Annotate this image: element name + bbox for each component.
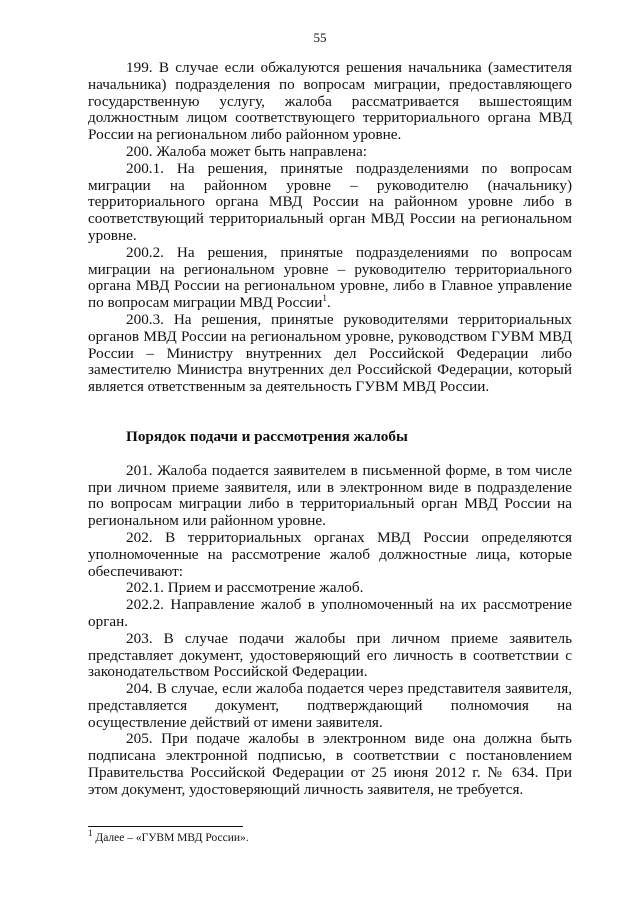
paragraph-203: 203. В случае подачи жалобы при личном приеме заявитель представляет документ, удостоверяющий его личность в соответствии с законодательством Российской Федерации. bbox=[88, 629, 572, 681]
paragraph-205: 205. При подаче жалобы в электронном виде она должна быть подписана электронной подписью, в соответствии с постановлением Правительства Российской Федерации от 25 июня 2012 г. № 634. При этом документ, удостоверяющий личность заявителя, не требуется. bbox=[88, 730, 572, 798]
paragraph-200: 200. Жалоба может быть направлена: bbox=[126, 142, 368, 160]
document-body bbox=[88, 60, 572, 799]
paragraph-200-2-end: . bbox=[326, 294, 331, 312]
paragraph-204: 204. В случае, если жалоба подается через представителя заявителя, представляется документ, подтверждающий полномочия на осуществление действий от имени заявителя. bbox=[88, 680, 572, 731]
footnote-text: Далее – «ГУВМ МВД России». bbox=[95, 832, 249, 844]
paragraph-200-1: 200.1. На решения, принятые подразделениями по вопросам миграции на районном уровне – руководителю (начальнику) территориального органа МВД России на районном уровне либо в соответствующий территориальный орган МВД России на региональном уровне. bbox=[88, 159, 572, 244]
footnote-reference: 1 bbox=[322, 293, 327, 304]
paragraph-202-2: 202.2. Направление жалоб в уполномоченный на их рассмотрение орган. bbox=[88, 596, 572, 630]
paragraph-201: 201. Жалоба подается заявителем в письменной форме, в том числе при личном приеме заявителя, или в электронном виде в подразделение по вопросам миграции либо в территориальный орган МВД России на региональном или районном уровне. bbox=[88, 461, 572, 530]
section-heading: Порядок подачи и рассмотрения жалобы bbox=[126, 427, 408, 445]
paragraph-202: 202. В территориальных органах МВД России определяются уполномоченные на рассмотрение жалоб должностные лица, которые обеспечивают: bbox=[88, 528, 572, 580]
footnote-separator bbox=[88, 826, 243, 827]
paragraph-199: 199. В случае если обжалуются решения начальника (заместителя начальника) подразделения по вопросам миграции, предоставляющего государственную услугу, жалоба рассматривается вышестоящим должностным лицом соответствующего территориального органа МВД России на региональном либо районном уровне. bbox=[88, 59, 572, 144]
paragraph-202-1: 202.1. Прием и рассмотрение жалоб. bbox=[126, 579, 364, 597]
paragraph-200-2 bbox=[88, 245, 572, 312]
paragraph-200-3: 200.3. На решения, принятые руководителями территориальных органов МВД России на региональном уровне, руководством ГУВМ МВД России – Министру внутренних дел Российской Федерации либо заместителю Министра внутренних дел Российской Федерации, который является ответственным за деятельность ГУВМ МВД России. bbox=[88, 310, 572, 396]
page-number: 55 bbox=[313, 30, 327, 45]
footnote bbox=[88, 828, 249, 844]
footnote-marker: 1 bbox=[88, 828, 93, 839]
paragraph-200-2-text: 200.2. На решения, принятые подразделениями по вопросам миграции на региональном уровне – руководителю территориального органа МВД России на региональном уровне, либо в Главное управление по вопросам миграции МВД России bbox=[88, 243, 572, 312]
